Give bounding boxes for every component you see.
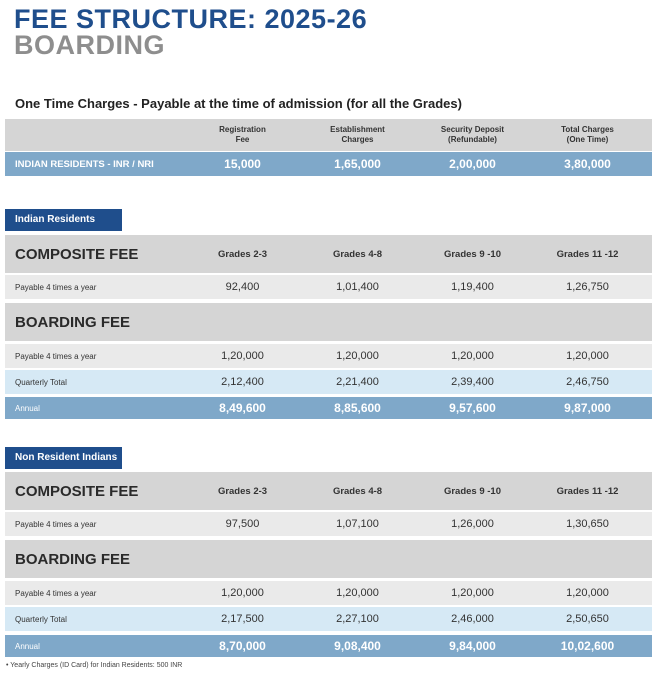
value-cell: 8,85,600 [334,401,381,415]
one-time-heading: One Time Charges - Payable at the time of admission (for all the Grades) [15,96,462,111]
indian-composite-header [5,235,652,273]
value-cell: 9,57,600 [449,401,496,415]
grade-header: Grades 2-3 [217,485,268,497]
indian-composite-row [5,275,652,299]
nri-quarterly-row [5,607,652,631]
footnote: • Yearly Charges (ID Card) for Indian Residents: 500 INR [6,662,183,669]
value-cell: 3,80,000 [564,157,611,171]
nri-composite-row [5,512,652,536]
value-cell: 1,20,000 [566,350,609,362]
grade-header: Grades 4-8 [332,485,383,497]
section-label: COMPOSITE FEE [15,482,139,500]
value-cell: 2,46,750 [566,376,609,388]
one-time-header-row [5,119,652,151]
row-label: Payable 4 times a year [15,519,97,529]
value-cell: 92,400 [225,281,260,293]
value-cell: 1,26,750 [566,281,609,293]
row-label: Quarterly Total [15,377,67,387]
value-cell: 2,21,400 [336,376,379,388]
value-cell: 1,19,400 [451,281,494,293]
one-time-data-row [5,152,652,176]
value-cell: 97,500 [225,518,260,530]
value-cell: 2,17,500 [221,613,264,625]
grade-header: Grades 11 -12 [556,248,619,260]
value-cell: 9,08,400 [334,639,381,653]
indian-quarterly-row [5,370,652,394]
row-label: Annual [15,641,40,651]
value-cell: 2,50,650 [566,613,609,625]
grade-header: Grades 11 -12 [556,485,619,497]
value-cell: 1,26,000 [451,518,494,530]
value-cell: 8,49,600 [219,401,266,415]
section-label: COMPOSITE FEE [15,245,139,263]
row-label: Payable 4 times a year [15,282,97,292]
grade-header: Grades 2-3 [217,248,268,260]
indian-boarding-row [5,344,652,368]
value-cell: 1,30,650 [566,518,609,530]
row-label: INDIAN RESIDENTS - INR / NRI [15,158,154,170]
value-cell: 1,20,000 [451,587,494,599]
value-cell: 1,07,100 [336,518,379,530]
grade-header: Grades 9 -10 [443,485,502,497]
value-cell: 2,27,100 [336,613,379,625]
value-cell: 2,00,000 [449,157,496,171]
nri-boarding-row [5,581,652,605]
value-cell: 8,70,000 [219,639,266,653]
col-security-deposit: Security Deposit (Refundable) [440,125,505,144]
value-cell: 2,39,400 [451,376,494,388]
indian-annual-row [5,397,652,419]
value-cell: 10,02,600 [560,639,615,653]
value-cell: 15,000 [224,157,261,171]
value-cell: 1,20,000 [221,350,264,362]
nri-annual-row [5,635,652,657]
value-cell: 2,46,000 [451,613,494,625]
col-total-charges: Total Charges (One Time) [561,125,614,144]
row-label: Annual [15,403,40,413]
page-title: FEE STRUCTURE: 2025-26 [14,4,368,34]
value-cell: 9,84,000 [449,639,496,653]
row-label: Payable 4 times a year [15,351,97,361]
value-cell: 1,65,000 [334,157,381,171]
indian-boarding-header [5,303,652,341]
value-cell: 1,20,000 [221,587,264,599]
page-subtitle: BOARDING [14,30,165,60]
grade-header: Grades 9 -10 [443,248,502,260]
nri-boarding-header [5,540,652,578]
value-cell: 1,20,000 [566,587,609,599]
nri-composite-header [5,472,652,510]
nri-badge: Non Resident Indians [5,447,122,469]
section-label: BOARDING FEE [15,313,131,331]
value-cell: 1,20,000 [336,350,379,362]
value-cell: 1,20,000 [451,350,494,362]
indian-residents-badge: Indian Residents [5,209,122,231]
value-cell: 1,20,000 [336,587,379,599]
col-establishment-charges: Establishment Charges [330,125,385,144]
col-registration-fee: Registration Fee [219,125,266,144]
value-cell: 2,12,400 [221,376,264,388]
row-label: Quarterly Total [15,614,67,624]
value-cell: 1,01,400 [336,281,379,293]
section-label: BOARDING FEE [15,550,131,568]
row-label: Payable 4 times a year [15,588,97,598]
grade-header: Grades 4-8 [332,248,383,260]
value-cell: 9,87,000 [564,401,611,415]
